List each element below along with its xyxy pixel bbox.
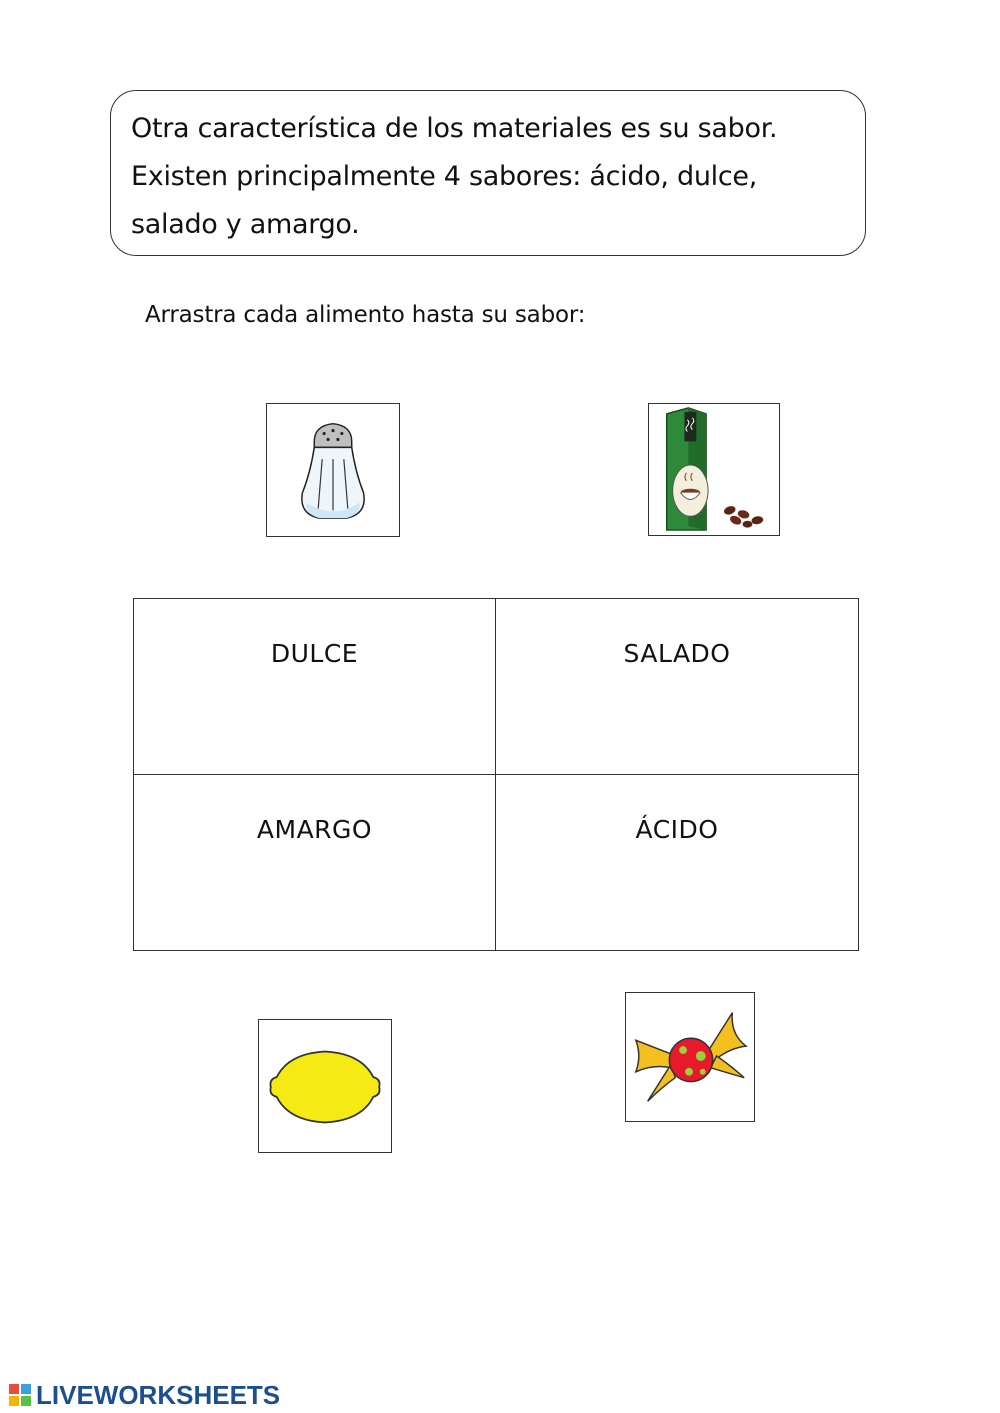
draggable-salt-shaker[interactable] xyxy=(266,403,400,537)
category-label: DULCE xyxy=(270,639,359,668)
category-label: SALADO xyxy=(623,639,731,668)
footer-brand xyxy=(8,1378,280,1412)
brand-name: LIVEWORKSHEETS xyxy=(36,1379,281,1410)
liveworksheets-logo-icon xyxy=(8,1383,32,1407)
dropzone-acido[interactable] xyxy=(496,775,858,951)
coffee-bag-icon xyxy=(649,404,779,535)
intro-box xyxy=(110,90,866,256)
dropzone-amargo[interactable] xyxy=(134,775,496,951)
lemon-icon xyxy=(259,1020,391,1152)
category-label: AMARGO xyxy=(256,814,373,844)
draggable-candy[interactable] xyxy=(625,992,755,1122)
intro-line: Otra característica de los materiales es su sabor. xyxy=(131,113,778,144)
category-label: ÁCIDO xyxy=(635,814,719,844)
instruction-text: Arrastra cada alimento hasta su sabor: xyxy=(145,302,586,328)
dropzone-salado[interactable] xyxy=(496,599,858,775)
taste-grid xyxy=(133,598,859,951)
intro-line: salado y amargo. xyxy=(131,209,360,240)
draggable-coffee[interactable] xyxy=(648,403,780,536)
salt-shaker-icon xyxy=(267,404,399,536)
candy-icon xyxy=(626,993,754,1121)
intro-line: Existen principalmente 4 sabores: ácido, dulce, xyxy=(131,161,757,192)
draggable-lemon[interactable] xyxy=(258,1019,392,1153)
dropzone-dulce[interactable] xyxy=(134,599,496,775)
